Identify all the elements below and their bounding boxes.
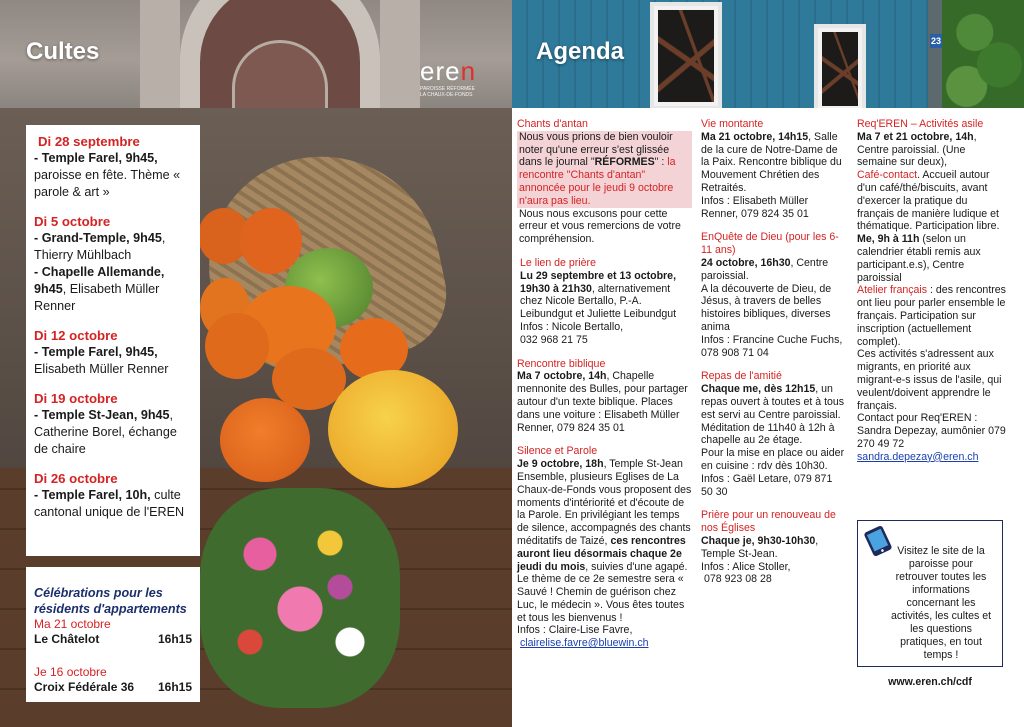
pumpkin [205, 313, 269, 379]
celebration-row [34, 680, 194, 695]
culte-line: - Chapelle Allemande, 9h45, Elisabeth Müller Renner [34, 265, 165, 313]
culte-date: Di 28 septembre [38, 134, 140, 149]
culte-line: - Grand-Temple, 9h45, Thierry Mühlbach [34, 231, 166, 262]
enquete-details: 24 octobre, 16h30, Centre paroissial. [701, 256, 829, 282]
section-title: Silence et Parole [517, 445, 598, 458]
logo-name-post: n [460, 56, 477, 86]
celebrations-panel [26, 567, 200, 702]
culte-line: - Temple Farel, 9h45, [34, 151, 158, 165]
chants-apology: Nous nous excusons pour cette erreur et vous remercions de votre compréhension. [519, 207, 681, 246]
priere-phone: 032 968 21 75 [520, 333, 588, 346]
tree-foliage [942, 0, 1024, 108]
vie-infos: Infos : Elisabeth Müller Renner, 079 824 35 01 [701, 194, 809, 220]
asile-audience: Ces activités s'adressent aux migrants, en priorité aux migrant-e-s issus de l'asile, qui veulent/doivent apprendre le français. [857, 348, 1002, 412]
agenda-reqeren-asile [857, 118, 1007, 464]
stone-column-left [140, 0, 180, 108]
culte-date: Di 26 octobre [34, 471, 118, 486]
culte-block [34, 213, 194, 315]
section-title: EnQuête de Dieu (pour les 6-11 ans) [701, 231, 839, 257]
agenda-title: Agenda [536, 38, 625, 65]
vie-details: Ma 21 octobre, 14h15, Salle de la cure de Notre-Dame de la Paix. Rencontre biblique du Mouvement Chrétien des Retraités. [701, 130, 842, 194]
repas-infos: Infos : Gaël Letare, 079 871 50 30 [701, 472, 833, 498]
stone-column-right [380, 0, 420, 108]
agenda-enquete-dieu [701, 231, 846, 359]
stained-window-2 [814, 24, 866, 108]
silence-details: Je 9 octobre, 18h, Temple St-Jean Ensemble, plusieurs Eglises de La Chaux-de-Fonds vous proposent des moments d'intériorité et d'écoute de la Parole. En privilégiant les temps de silence, accompagnés des chants méditatifs de Taizé, ces rencontres auront lieu désormais chaque 2e jeudi du mois, suivies d'une agapé. Le thème de ce 2e semestre sera « Sauvé ! Chemin de guérison chez Luc, le médecin ». Vous êtes toutes et tous les bienvenus ! [517, 458, 692, 624]
repas-help: Pour la mise en place ou aider en cuisine : rdv dès 10h30. [701, 447, 845, 472]
culte-line: - Temple Farel, 9h45, Elisabeth Müller Renner [34, 345, 169, 376]
agenda-column-3 [857, 118, 1007, 475]
priere-infos: Infos : Nicole Bertallo, [520, 320, 624, 333]
section-title: Chants d'antan [517, 118, 588, 130]
section-title: Rencontre biblique [517, 357, 606, 370]
cultes-title: Cultes [26, 38, 100, 65]
culte-block [34, 133, 194, 201]
asile-email-link[interactable]: sandra.depezay@eren.ch [857, 450, 979, 463]
silence-infos: Infos : Claire-Lise Favre, [517, 624, 633, 637]
renouveau-phone: 078 923 08 28 [704, 573, 772, 586]
celebration-time: 16h15 [157, 680, 192, 694]
priere-details: Lu 29 septembre et 13 octobre, 19h30 à 21h30, alternativement chez Nicole Bertallo, P.-A. Leibundgut et Juliette Leibundgut [520, 269, 677, 321]
agenda-chants-antan [517, 118, 692, 246]
section-title: Vie montante [701, 118, 764, 130]
asile-atelier: Atelier français : des rencontres ont lieu pour parler ensemble le français. Participation sur inscription (actuellement complet). [857, 284, 1006, 348]
culte-line: - Temple Farel, 10h, culte cantonal unique de l'EREN [34, 488, 185, 519]
celebration-place: Le Châtelot [34, 632, 100, 646]
section-title: Repas de l'amitié [701, 370, 782, 383]
repas-meditation: Méditation de 11h40 à 12h à chapelle au 2e étage. [701, 421, 835, 447]
culte-date: Di 5 octobre [34, 214, 111, 229]
stained-window-1 [650, 2, 722, 108]
logo-name-pre: ere [420, 56, 461, 86]
celebration-date: Je 16 octobre [34, 665, 107, 679]
culte-date: Di 12 octobre [34, 328, 118, 343]
section-title: Prière pour un renouveau de nos Églises [701, 509, 836, 535]
eren-logo [420, 58, 476, 98]
asile-atelier-time: Me, 9h à 11h (selon un calendrier établi remis aux participant.e.s), Centre paroissial [857, 233, 981, 284]
section-title: Le lien de prière [520, 256, 596, 269]
agenda-vie-montante [701, 118, 846, 220]
flower-bouquet [200, 488, 400, 708]
culte-block [34, 327, 194, 378]
agenda-lien-priere [517, 257, 692, 347]
culte-block [34, 390, 194, 458]
celebration-date: Ma 21 octobre [34, 617, 111, 631]
agenda-repas-amitie [701, 370, 846, 498]
agenda-rencontre-biblique [517, 358, 692, 435]
agenda-header-photo [512, 0, 1024, 108]
asile-contact: Contact pour Req'EREN : Sandra Depezay, aumônier 079 270 49 72 [857, 412, 1006, 450]
renouveau-details: Chaque je, 9h30-10h30, Temple St-Jean. [701, 534, 819, 560]
house-number-sign: 23 [930, 36, 941, 46]
culte-line: paroisse en fête. Thème « parole & art » [34, 168, 181, 199]
website-invitation: Visitez le site de la paroisse pour retrouver toutes les informations concernant les activités, les cultes et les questions pratiques, en tout temps ! [890, 545, 992, 661]
culte-block [34, 470, 194, 521]
celebration-row [34, 632, 194, 647]
pumpkin [220, 398, 310, 482]
logo-subtitle-2: LA CHAUX-DE-FONDS [420, 92, 473, 98]
repas-details: Chaque me, dès 12h15, un repas ouvert à toutes et à tous est servi au Centre paroissial. [701, 383, 845, 421]
silence-email-link[interactable]: clairelise.favre@bluewin.ch [520, 637, 649, 650]
enquete-infos: Infos : Francine Cuche Fuchs, 078 908 71 04 [701, 333, 843, 359]
renouveau-infos: Infos : Alice Stoller, [701, 560, 791, 573]
cultes-header-photo [0, 0, 512, 108]
section-title: Req'EREN – Activités asile [857, 118, 984, 130]
logo-subtitle-1: PAROISSE RÉFORMÉE [420, 86, 475, 92]
celebration-time: 16h15 [157, 632, 192, 646]
asile-details: Ma 7 et 21 octobre, 14h, Centre paroissial. (Une semaine sur deux), [857, 130, 977, 169]
asile-cafe-contact: Café-contact. Accueil autour d'un café/thé/biscuits, avant d'exercer la pratique du français de manière ludique et thématique. Participation libre. [857, 169, 1000, 233]
agenda-priere-renouveau [701, 509, 846, 586]
culte-date: Di 19 octobre [34, 391, 118, 406]
enquete-description: A la découverte de Dieu, de Jésus, à travers de belles histoires bibliques, diverses anima [701, 282, 832, 333]
biblique-details: Ma 7 octobre, 14h, Chapelle mennonite des Bulles, pour partager autour d'un texte biblique. Places dans une voiture : Elisabeth Müller Renner, 079 824 35 01 [517, 370, 688, 434]
celebrations-title: Célébrations pour les résidents d'appartements [34, 586, 187, 616]
cultes-panel [26, 125, 200, 556]
website-box [857, 520, 1003, 688]
agenda-column-2 [701, 118, 846, 597]
yellow-pumpkin [328, 370, 458, 488]
agenda-column-1 [517, 118, 692, 661]
culte-line: - Temple St-Jean, 9h45, Catherine Borel, échange de chaire [34, 408, 177, 456]
agenda-silence-parole [517, 445, 692, 650]
website-url-link[interactable]: www.eren.ch/cdf [888, 676, 972, 688]
chants-notice: Nous vous prions de bien vouloir noter qu'une erreur s'est glissée dans le journal "RÉFORMES" : la rencontre "Chants d'antan" annoncée pour le jeudi 9 octobre n'aura pas lieu. [517, 131, 692, 208]
celebration-place: Croix Fédérale 36 [34, 680, 135, 694]
